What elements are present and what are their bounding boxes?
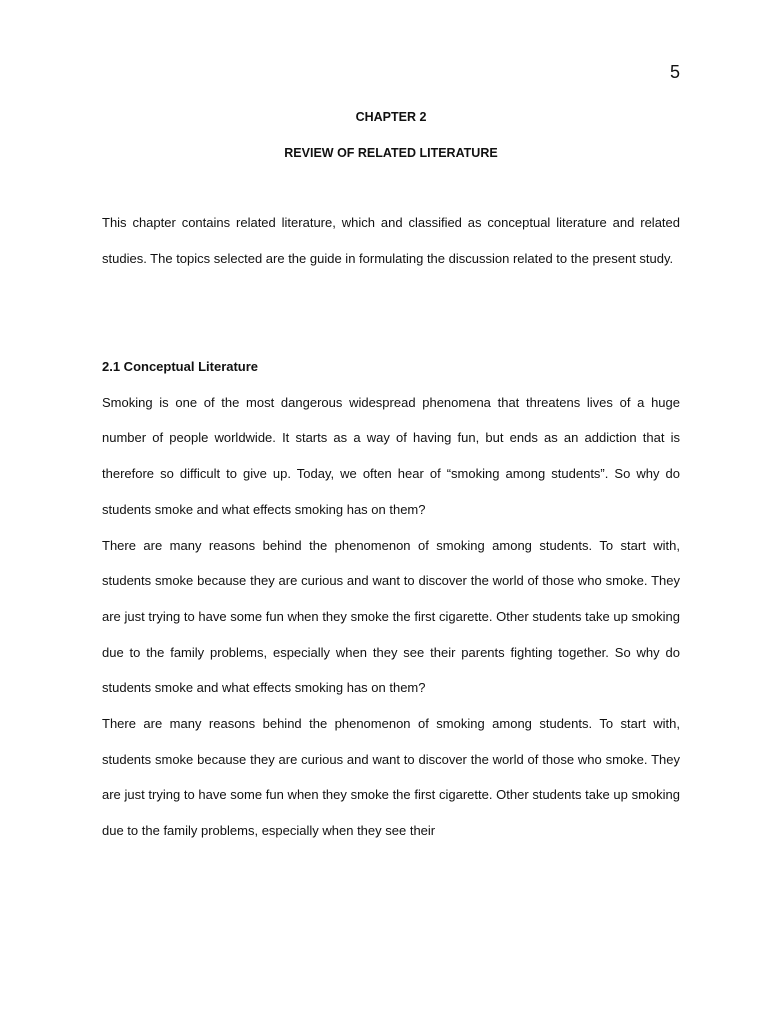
intro-block (102, 205, 680, 276)
body-paragraph: There are many reasons behind the phenomenon of smoking among students. To start with, students smoke because they are curious and want to discover the world of those who smoke. They are just trying to have some fun when they smoke the first cigarette. Other students take up smoking due to the family problems, especially when they see their (102, 716, 680, 839)
page-number: 5 (669, 62, 680, 82)
section-conceptual-literature (102, 349, 680, 849)
chapter-subtitle: REVIEW OF RELATED LITERATURE (284, 146, 498, 160)
section-heading: 2.1 Conceptual Literature (102, 359, 259, 374)
body-paragraph: Smoking is one of the most dangerous widespread phenomena that threatens lives of a huge number of people worldwide. It starts as a way of having fun, but ends as an addiction that is therefore so difficult to give up. Today, we often hear of “smoking among students”. So why do students smoke and what effects smoking has on them? (102, 394, 680, 517)
chapter-title: CHAPTER 2 (355, 110, 427, 124)
intro-paragraph: This chapter contains related literature, which and classified as conceptual literature and related studies. The topics selected are the guide in formulating the discussion related to the present study. (102, 215, 680, 266)
body-paragraph: There are many reasons behind the phenomenon of smoking among students. To start with, students smoke because they are curious and want to discover the world of those who smoke. They are just trying to have some fun when they smoke the first cigarette. Other students take up smoking due to the family problems, especially when they see their parents fighting together. So why do students smoke and what effects smoking has on them? (102, 537, 680, 696)
